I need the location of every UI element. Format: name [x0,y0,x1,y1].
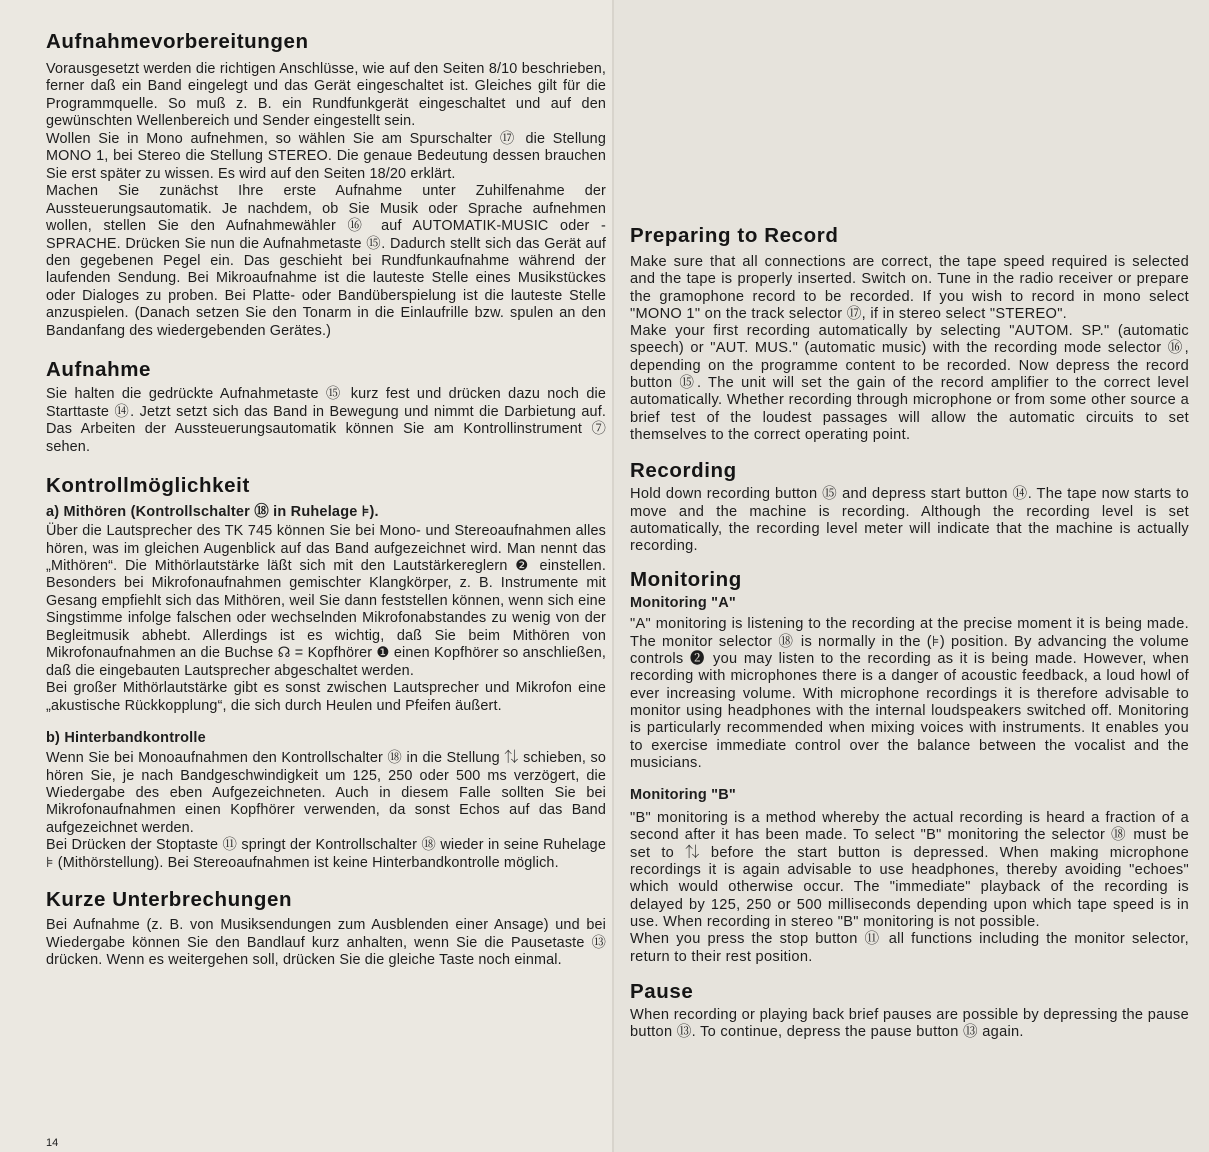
paragraph: Bei Aufnahme (z. B. von Musiksendungen zum Ausblenden einer Ansage) und bei Wiedergabe können Sie den Bandlauf kurz anhalten, wenn Sie die Pausetaste ⑬ drücken. Wenn es weitergehen soll, drücken Sie die gleiche Taste noch einmal. [46,917,606,969]
section-heading: Monitoring [630,568,742,592]
section-heading: Aufnahmevorbereitungen [46,30,309,53]
section-aufnahme [46,358,606,456]
paragraph: "A" monitoring is listening to the recording at the precise moment it is being made. The monitor selector ⑱ is normally in the (⊧) position. By advancing the volume controls ❷ you may listen to the recording as it is being made. However, when recording with microphones there is a danger of acoustic feedback, a loud howl of ever increasing volume. With microphone recordings it is therefore advisable to monitor using headphones with the internal loudspeakers switched off. Monitoring is particularly recommended when mixing voices with instruments. It enables you to exercise immediate control over the balance between the vocalist and the musicians. [630,616,1189,771]
paragraph: Wenn Sie bei Monoaufnahmen den Kontrollschalter ⑱ in die Stellung ⇅ schieben, so hören Sie, je nach Bandgeschwindigkeit um 125, 250 oder 500 ms verzögert, die Wiedergabe des eben Aufgezeichneten. Auch in diesem Falle sollten Sie bei Mikrofonaufnahmen einen Kopfhörer verwenden, da sonst Echos auf das Band aufgezeichnet werden. [46,750,606,836]
section-heading: Aufnahme [46,358,152,382]
paragraph: Sie halten die gedrückte Aufnahmetaste ⑮ kurz fest und drücken dazu noch die Starttaste ⑭. Jetzt setzt sich das Band in Bewegung und nimmt die Darbietung auf. Das Arbeiten der Aussteuerungsautomatik können Sie am Kontrollinstrument ⑦ sehen. [46,386,606,455]
section-kontrollmoeglichkeit [46,474,606,872]
section-heading: Recording [630,459,737,483]
section-kurze-unterbrechungen [46,888,606,969]
subsection-heading: Monitoring "A" [630,595,736,612]
paragraph: Vorausgesetzt werden die richtigen Anschlüsse, wie auf den Seiten 8/10 beschrieben, ferner daß ein Band eingelegt und das Gerät eingeschaltet ist. Gleiches gilt für die Programmquelle. So muß z. B. ein Rundfunkgerät eingeschaltet und auf den gewünschten Wellenbereich und Sender eingestellt sein. [46,61,606,130]
section-heading: Pause [630,979,694,1003]
section-preparing-to-record [630,224,1189,444]
subsection-heading: b) Hinterbandkontrolle [46,730,206,747]
paragraph: When you press the stop button ⑪ all functions including the monitor selector, return to their rest position. [630,931,1189,965]
right-page-english [614,0,1209,1152]
paragraph: Make sure that all connections are correct, the tape speed required is selected and the tape is properly inserted. Switch on. Tune in the radio receiver or prepare the gramophone record to be recorded. If you wish to record in mono select "MONO 1" on the track selector ⑰, if in stereo select "STEREO". [630,254,1189,322]
section-monitoring [630,568,1189,965]
section-aufnahmevorbereitungen [46,30,606,340]
paragraph: Hold down recording button ⑮ and depress start button ⑭. The tape now starts to move and the machine is recording. Although the recording level is set automatically, the recording level meter will indicate that the machine is actually recording. [630,486,1189,555]
paragraph: Bei großer Mithörlautstärke gibt es sonst zwischen Lautsprecher und Mikrofon eine „akustische Rückkopplung“, die sich durch Heulen und Pfeifen äußert. [46,680,606,714]
section-heading: Preparing to Record [630,224,839,247]
paragraph: Make your first recording automatically by selecting "AUTOM. SP." (automatic speech) or "AUT. MUS." (automatic music) with the recording mode selector ⑯, depending on the programme content to be recorded. Now depress the record button ⑮. The unit will set the gain of the record amplifier to the correct level automatically. Whether recording through microphone or from some other source a brief test of the loudest passages will allow the automatic circuits to set themselves to the correct operating point. [630,323,1189,443]
section-heading: Kontrollmöglichkeit [46,474,250,498]
paragraph: "B" monitoring is a method whereby the actual recording is heard a fraction of a second after it has been made. To select "B" monitoring the selector ⑱ must be set to ⇅ before the start button is depressed. When making microphone recordings it is again advisable to use headphones, thereby avoiding "echoes" which would otherwise occur. The "immediate" playback of the recording is delayed by 125, 250 or 500 milliseconds depending upon which tape speed is in use. When recording in stereo "B" monitoring is not possible. [630,810,1189,930]
paragraph: Bei Drücken der Stoptaste ⑪ springt der Kontrollschalter ⑱ wieder in seine Ruhelage ⊧ (Mithörstellung). Bei Stereoaufnahmen ist keine Hinterbandkontrolle möglich. [46,837,606,871]
subsection-heading: Monitoring "B" [630,787,736,804]
section-pause [630,980,1189,1042]
page-number: 14 [46,1137,59,1149]
paragraph: When recording or playing back brief pauses are possible by depressing the pause button ⑬. To continue, depress the pause button ⑬ again. [630,1006,1189,1041]
subsection-heading: a) Mithören (Kontrollschalter ⑱ in Ruhelage ⊧). [46,504,379,521]
section-heading: Kurze Unterbrechungen [46,888,293,912]
section-recording [630,459,1189,555]
paragraph: Wollen Sie in Mono aufnehmen, so wählen Sie am Spurschalter ⑰ die Stellung MONO 1, bei Stereo die Stellung STEREO. Die genaue Bedeutung dessen brauchen Sie erst später zu wissen. Es wird auf den Seiten 18/20 erklärt. [46,130,606,182]
paragraph: Machen Sie zunächst Ihre erste Aufnahme unter Zuhilfenahme der Aussteuerungsautomatik. Je nachdem, ob Sie Musik oder Sprache aufnehmen wollen, stellen Sie den Aufnahmewähler ⑯ auf AUTOMATIK-MUSIC oder -SPRACHE. Drücken Sie nun die Aufnahmetaste ⑮. Dadurch stellt sich das Gerät auf den gegebenen Pegel ein. Das geschieht bei Rundfunkaufnahme während der laufenden Sendung. Bei Mikroaufnahme ist die lauteste Stelle eines Musikstückes oder Dialoges zu proben. Bei Platte- oder Bandüberspielung ist die lauteste Stelle anzuspielen. (Danach setzen Sie den Tonarm in die Einlaufrille bzw. spulen an den Bandanfang des wiedergebenden Gerätes.) [46,183,606,339]
paragraph: Über die Lautsprecher des TK 745 können Sie bei Mono- und Stereoaufnahmen alles hören, was im gleichen Augenblick auf das Band aufgezeichnet wird. Man nennt das „Mithören“. Die Mithörlautstärke läßt sich mit den Lautstärkereglern ❷ einstellen. Besonders bei Mikrofonaufnahmen gemischter Klangkörper, z. B. Instrumente mit Gesang empfiehlt sich das Mithören, weil Sie dann feststellen können, wenn sich eine Singstimme infolge falschen oder wechselnden Mikrofonabstandes zu wenig von der Begleitmusik abhebt. Allerdings ist es wichtig, daß Sie beim Mithören von Mikrofonaufnahmen an die Buchse ☊ = Kopfhörer ❶ einen Kopfhörer so anschließen, daß die eingebauten Lautsprecher abgeschaltet werden. [46,523,606,679]
